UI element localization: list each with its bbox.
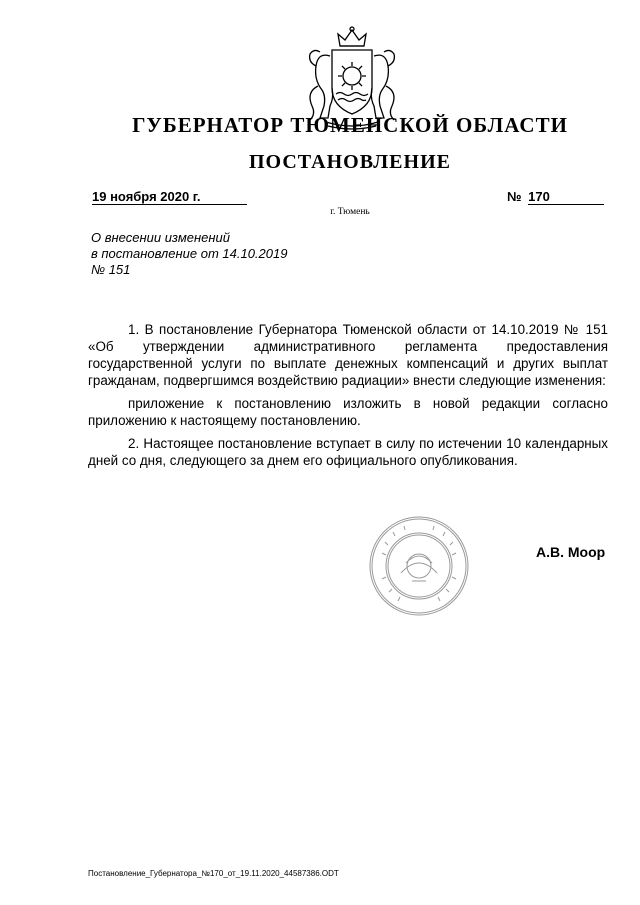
number-sign: №: [507, 189, 522, 204]
authority-title: ГУБЕРНАТОР ТЮМЕНСКОЙ ОБЛАСТИ: [132, 113, 568, 137]
subject-line: О внесении изменений: [91, 230, 230, 245]
body-paragraph: 1. В постановление Губернатора Тюменской области от 14.10.2019 № 151 «Об утверждении административного регламента предоставления государственной услуги по выплате денежных компенсаций и других выплат гражданам, подвергшимся воздействию радиации» внести следующие изменения:: [88, 322, 608, 388]
document-number-block: [507, 189, 604, 205]
subject-block: [91, 230, 287, 278]
document-type-title: ПОСТАНОВЛЕНИЕ: [249, 151, 451, 173]
subject-line: в постановление от 14.10.2019: [91, 246, 288, 261]
official-seal-stamp-icon: [368, 515, 470, 617]
document-city: г. Тюмень: [330, 207, 370, 217]
body-paragraph: 2. Настоящее постановление вступает в силу по истечении 10 календарных дней со дня, следующего за днем его официального опубликования.: [88, 436, 608, 468]
body-paragraph: приложение к постановлению изложить в новой редакции согласно приложению к настоящему постановлению.: [88, 396, 608, 428]
document-body: [88, 321, 608, 475]
footer-filename: Постановление_Губернатора_№170_от_19.11.2020_44587386.ODT: [88, 869, 339, 878]
document-date: 19 ноября 2020 г.: [92, 189, 247, 205]
subject-line: № 151: [91, 262, 131, 277]
document-number: 170: [528, 189, 604, 205]
signer-name: А.В. Моор: [536, 544, 606, 560]
